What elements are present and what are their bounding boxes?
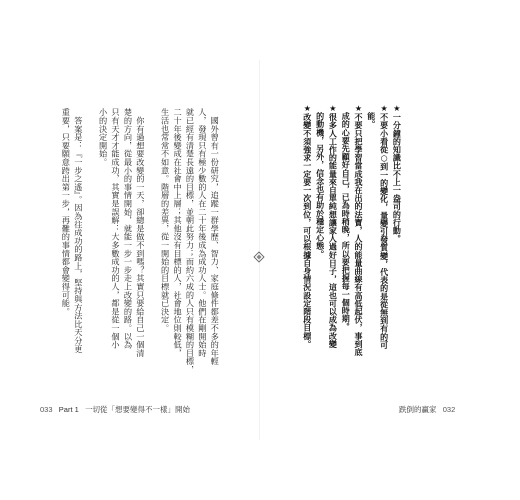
list-item-line: ★改變不須強求一定要一次到位，可以根據自身情況設定階段目標。: [302, 104, 312, 348]
right-page-number: 032: [442, 405, 456, 414]
list-item-line: 的動機，另外，信念也有助於穩定心態。: [315, 104, 325, 258]
book-title: 跌倒的贏家: [399, 405, 437, 414]
left-page-body: [60, 108, 221, 374]
paragraph-line: 你有過想要改變的一天，卻總是做不到嗎？其實只要給自己一個清: [135, 108, 146, 357]
paragraph-line: 小的決定開始。: [98, 108, 109, 167]
page-gutter: [259, 60, 260, 440]
list-item-line: ★不要小看從○到一的變化，量變引發質變，代表的是從無到有的可: [379, 104, 389, 349]
list-item-line: 成的心要先顧好自己，已為時稍晚，所以要把握每一個時期。: [341, 104, 351, 331]
list-item-line: ★很多人工作的能量來自單純想讓家人過好日子，這也可以成為改變: [328, 104, 338, 348]
list-item-line: 能。: [366, 104, 376, 129]
paragraph-line: 只有天才才能成功，其實是誤解：大多數成功的人，都是從一個小: [111, 108, 122, 349]
right-page-footer: [399, 404, 455, 415]
paragraph-line: 楚的方向，從最小的事情開始，就能一步一步走上改變的路。以為: [123, 108, 134, 349]
left-page-footer: [40, 404, 190, 415]
paragraph-line: 人，發現只有極少數的人在二十年後成為成功人士。他們在剛開始時: [197, 108, 208, 357]
part-label: Part 1: [58, 405, 79, 414]
paragraph-gap: [85, 108, 97, 374]
list-item-line: ★不要只把學習當成我在出的法寶，人的能量曲線有高低起伏，事到底: [353, 104, 363, 357]
right-page-body: [300, 104, 402, 356]
diamond-ornament-icon: [253, 251, 265, 263]
paragraph-line: 國外曾有一份研究，追蹤一群學歷、智力、家庭條件都差不多的年輕: [210, 108, 221, 366]
paragraph-line: 生活也常常不如意。階層的差異，從一開始的目標就已決定。: [160, 108, 171, 333]
paragraph-line: 就已經有清楚長遠的目標，並朝此努力；而約六成的人只有模糊的目標，: [185, 108, 196, 374]
list-item-line: ★一分鐘的知識比不上一盎司的行動。: [392, 104, 402, 243]
paragraph-line: 重要，只要願意跨出第一步，再難的事情都會變得可能。: [61, 108, 72, 316]
paragraph-line: 二十年後變成在社會中上層；其他沒有目標的人，社會地位則較低，: [173, 108, 184, 357]
section-title: 一切從「想要變得不一樣」開始: [85, 405, 191, 414]
paragraph-line: 答案是：『一步之遙』。因為往成功的路上，堅持與方法比天分更: [73, 108, 84, 353]
left-page-number: 033: [40, 405, 53, 414]
paragraph-gap: [147, 108, 159, 374]
